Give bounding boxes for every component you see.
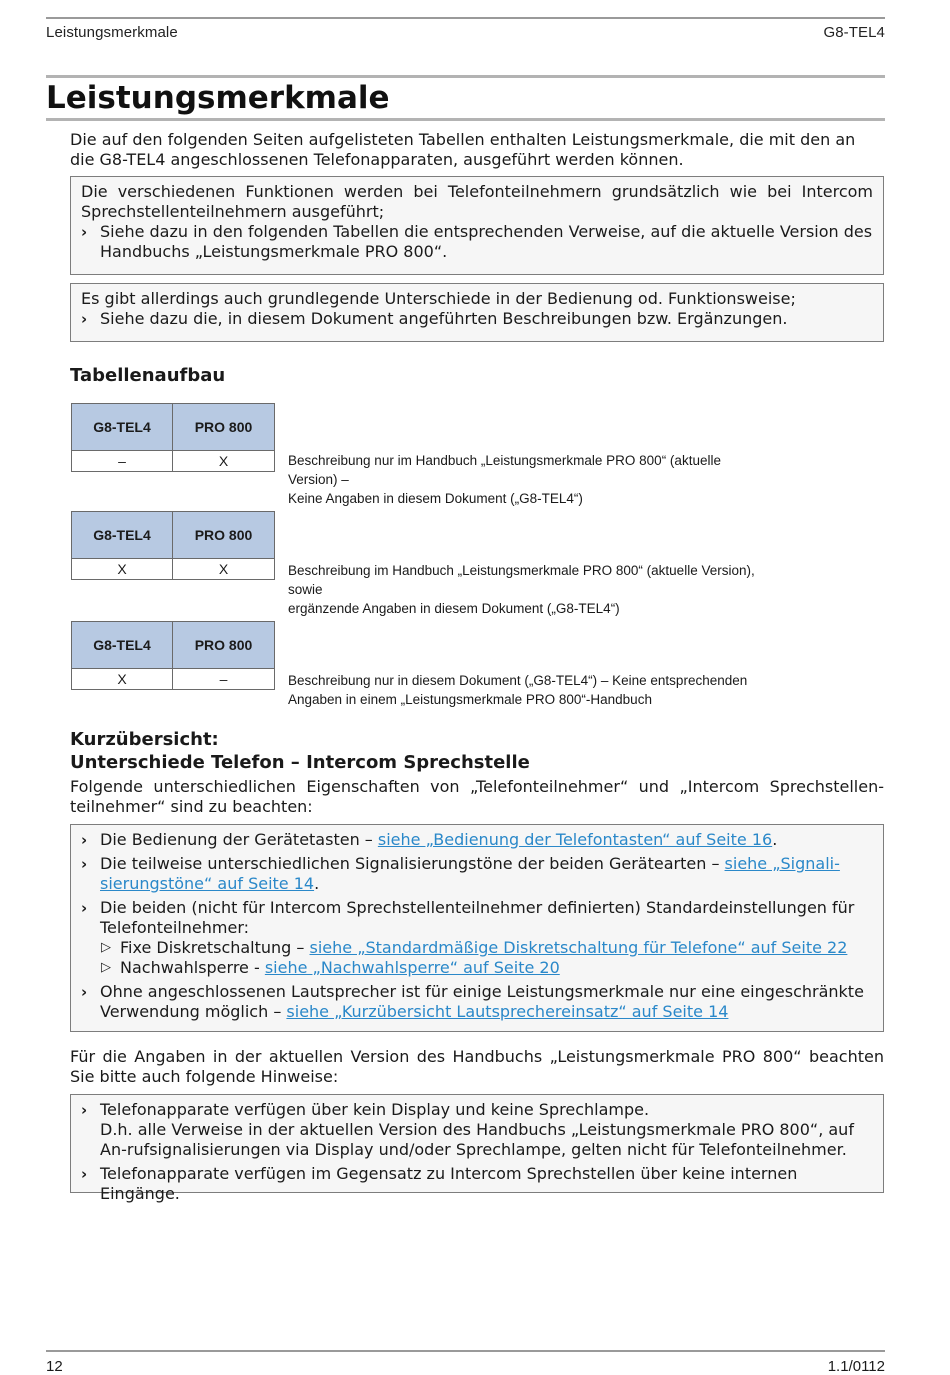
note-box-4-bullet-1	[81, 1100, 873, 1160]
header-product-label: G8-TEL4	[823, 24, 885, 41]
footer-rule	[46, 1350, 885, 1352]
legend-table-3-description	[288, 671, 768, 709]
intro-paragraph: Die auf den folgenden Seiten aufgelisteten Tabellen enthalten Leistungsmerkmale, die mit den an die G8-TEL4 angeschlossenen Telefonapparaten, ausgeführt werden können.	[70, 130, 856, 169]
note-box-2-text: Es gibt allerdings auch grundlegende Unterschiede in der Bedienung od. Funktionsweise;	[81, 289, 796, 308]
link-nachwahlsperre[interactable]: siehe „Nachwahlsperre“ auf Seite 20	[264, 958, 560, 977]
note-box-2	[70, 283, 884, 342]
kurz-intro-paragraph: Folgende unterschiedlichen Eigenschaften von „Telefonteilnehmer“ und „Intercom Sprechstellen-teilnehmer“ sind zu beachten:	[70, 777, 884, 816]
chevron-right-icon: ›	[81, 831, 88, 849]
legend-table-cell-g8: X	[71, 669, 173, 690]
note-box-1	[70, 176, 884, 275]
legend-desc-line: ergänzende Angaben in diesem Dokument („G8-TEL4“)	[288, 601, 620, 616]
chevron-right-icon: ›	[81, 855, 88, 873]
chevron-right-icon: ›	[81, 310, 88, 328]
bullet-text: Ohne angeschlossenen Lautsprecher ist für einige Leistungsmerkmale nur eine eingeschränkte Verwendung möglich –	[100, 982, 864, 1021]
section-heading-kurzuebersicht	[70, 729, 530, 774]
bullet-text: Telefonapparate verfügen im Gegensatz zu Intercom Sprechstellen über keine internen Eingänge.	[100, 1164, 798, 1203]
chevron-right-icon: ›	[81, 223, 88, 241]
legend-desc-line: Beschreibung nur in diesem Dokument („G8-TEL4“) – Keine entsprechenden	[288, 673, 748, 688]
hinweis-intro-paragraph: Für die Angaben in der aktuellen Version des Handbuchs „Leistungsmerkmale PRO 800“ beachten Sie bitte auch folgende Hinweise:	[70, 1047, 884, 1086]
bullet-text: Telefonapparate verfügen über kein Display und keine Sprechlampe.	[100, 1100, 650, 1119]
title-top-rule	[46, 75, 885, 78]
note-box-3-bullet-2	[81, 854, 873, 894]
document-version: 1.1/0112	[827, 1358, 885, 1375]
legend-desc-line: Keine Angaben in diesem Dokument („G8-TEL4“)	[288, 491, 583, 506]
legend-table-header-pro800: PRO 800	[173, 511, 275, 559]
note-box-1-bullet-text: Siehe dazu in den folgenden Tabellen die entsprechenden Verweise, auf die aktuelle Version des Handbuchs „Leistungsmerkmale PRO 800“.	[100, 222, 873, 261]
note-box-2-bullet-text: Siehe dazu die, in diesem Dokument angeführten Beschreibungen bzw. Ergänzungen.	[100, 309, 788, 328]
legend-table-cell-g8: –	[71, 451, 173, 472]
subbullet-text: Fixe Diskretschaltung –	[120, 938, 310, 957]
bullet-text: Die beiden (nicht für Intercom Sprechstellenteilnehmer definierten) Standardeinstellungen für Telefonteilnehmer:	[100, 898, 855, 937]
legend-table-header-g8: G8-TEL4	[71, 621, 173, 669]
legend-desc-line: Beschreibung nur im Handbuch „Leistungsmerkmale PRO 800“ (aktuelle Version) –	[288, 453, 721, 487]
section-heading-line-2: Unterschiede Telefon – Intercom Sprechstelle	[70, 752, 530, 773]
note-box-3-bullet-4	[81, 982, 873, 1022]
note-box-2-bullet	[81, 309, 873, 329]
bullet-text-end: .	[314, 874, 320, 893]
legend-desc-line: Angaben in einem „Leistungsmerkmale PRO 800“-Handbuch	[288, 692, 652, 707]
legend-table-1	[71, 403, 275, 472]
legend-table-cell-pro800: X	[173, 451, 275, 472]
page-title: Leistungsmerkmale	[46, 80, 390, 116]
note-box-3-bullet-1	[81, 830, 873, 850]
link-diskretschaltung[interactable]: siehe „Standardmäßige Diskretschaltung für Telefone“ auf Seite 22	[309, 938, 848, 957]
legend-table-3	[71, 621, 275, 690]
note-box-3-subbullet-1	[81, 938, 873, 958]
note-box-3-subbullet-2	[81, 958, 873, 978]
subbullet-text: Nachwahlsperre -	[120, 958, 265, 977]
legend-table-header-pro800: PRO 800	[173, 403, 275, 451]
page-number: 12	[46, 1358, 63, 1375]
title-bottom-rule	[46, 118, 885, 121]
header-top-rule	[46, 17, 885, 19]
note-box-3	[70, 824, 884, 1032]
bullet-text-end: .	[772, 830, 778, 849]
legend-table-2-description	[288, 561, 768, 618]
bullet-text: Die Bedienung der Gerätetasten –	[100, 830, 378, 849]
legend-table-cell-pro800: –	[173, 669, 275, 690]
chevron-right-outline-icon: ▷	[101, 940, 111, 955]
legend-table-1-description	[288, 451, 768, 508]
legend-table-2	[71, 511, 275, 580]
legend-table-cell-pro800: X	[173, 559, 275, 580]
bullet-text-continued: D.h. alle Verweise in der aktuellen Version des Handbuchs „Leistungsmerkmale PRO 800“, auf An-rufsignalisierungen via Display und/oder Sprechlampe, gelten nicht für Telefonteilnehmer.	[100, 1120, 854, 1159]
chevron-right-icon: ›	[81, 1165, 88, 1183]
note-box-4	[70, 1094, 884, 1203]
legend-table-cell-g8: X	[71, 559, 173, 580]
legend-table-header-pro800: PRO 800	[173, 621, 275, 669]
section-heading-tabellenaufbau: Tabellenaufbau	[70, 365, 226, 386]
note-box-4-bullet-2	[81, 1164, 873, 1204]
note-box-1-text: Die verschiedenen Funktionen werden bei Telefonteilnehmern grundsätzlich wie bei Intercom Sprechstellenteilnehmern ausgeführt;	[81, 182, 873, 221]
legend-table-header-g8: G8-TEL4	[71, 403, 173, 451]
legend-desc-line: Beschreibung im Handbuch „Leistungsmerkmale PRO 800“ (aktuelle Version), sowie	[288, 563, 755, 597]
header-section-label: Leistungsmerkmale	[46, 24, 178, 41]
chevron-right-icon: ›	[81, 899, 88, 917]
note-box-3-bullet-3	[81, 898, 873, 938]
chevron-right-outline-icon: ▷	[101, 960, 111, 975]
link-signalisierungstoene[interactable]: siehe „Signali-sierungstöne“ auf Seite 14	[100, 854, 840, 893]
bullet-text: Die teilweise unterschiedlichen Signalisierungstöne der beiden Gerätearten –	[100, 854, 725, 873]
chevron-right-icon: ›	[81, 1101, 88, 1119]
note-box-1-bullet	[81, 222, 873, 262]
legend-table-header-g8: G8-TEL4	[71, 511, 173, 559]
chevron-right-icon: ›	[81, 983, 88, 1001]
section-heading-line-1: Kurzübersicht:	[70, 729, 219, 750]
link-lautsprechereinsatz[interactable]: siehe „Kurzübersicht Lautsprechereinsatz“ auf Seite 14	[286, 1002, 729, 1021]
link-bedienung-telefontasten[interactable]: siehe „Bedienung der Telefontasten“ auf Seite 16	[377, 830, 773, 849]
